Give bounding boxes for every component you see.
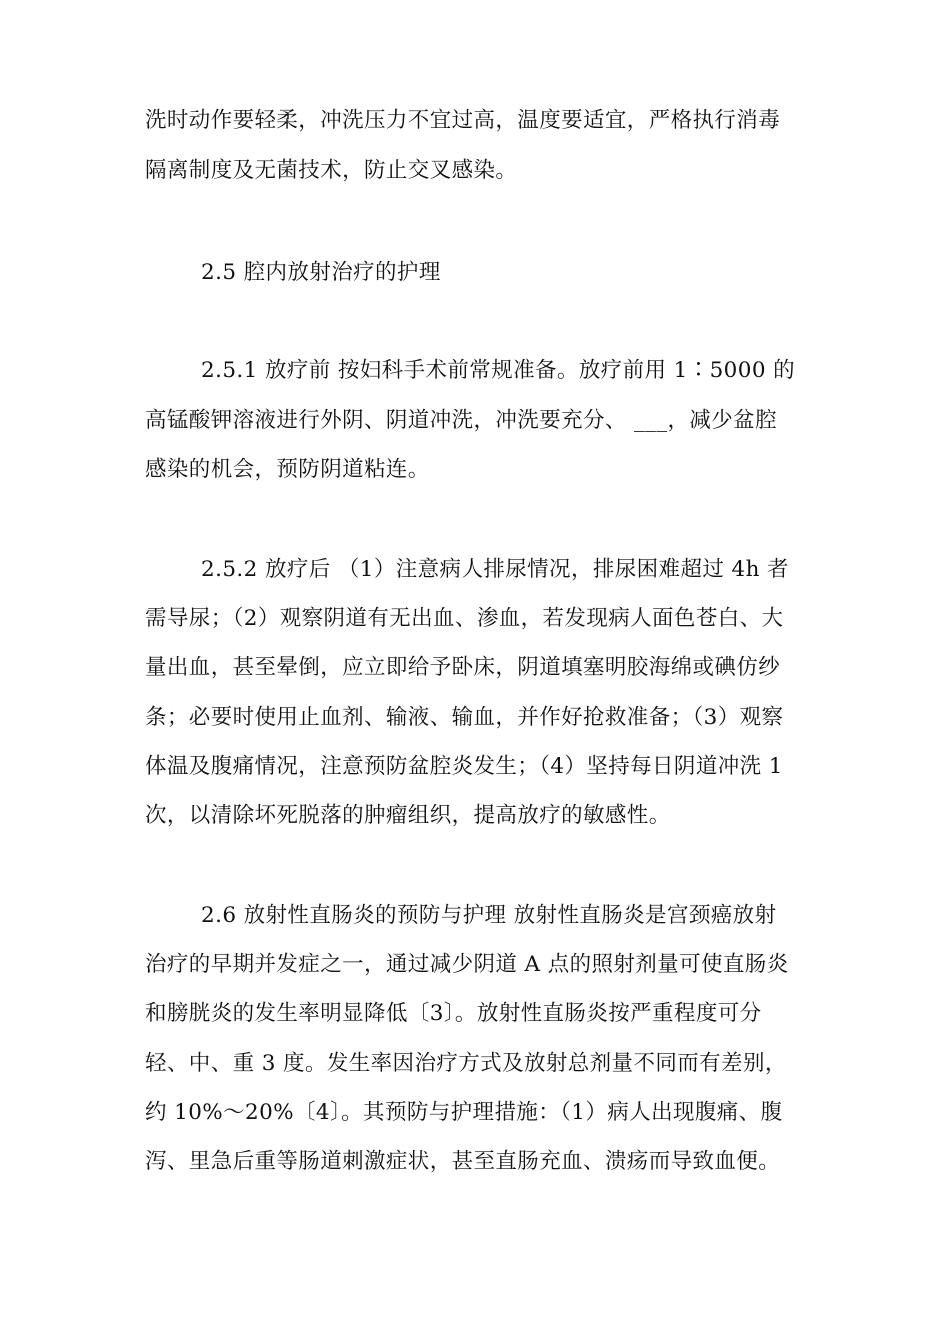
text-line: 2.5.1 放疗前 按妇科手术前常规准备。放疗前用 1∶5000 的 <box>201 358 796 383</box>
text-line: 高锰酸钾溶液进行外阴、阴道冲洗，冲洗要充分、 ___，减少盆腔 <box>145 408 777 433</box>
text-line: 感染的机会，预防阴道粘连。 <box>145 457 430 482</box>
text-line: 隔离制度及无菌技术，防止交叉感染。 <box>145 158 518 183</box>
text-line: 治疗的早期并发症之一，通过减少阴道 A 点的照射剂量可使直肠炎 <box>145 952 789 977</box>
text-line: 轻、中、重 3 度。发生率因治疗方式及放射总剂量不同而有差别， <box>145 1051 787 1076</box>
text-line: 需导尿；（2）观察阴道有无出血、渗血，若发现病人面色苍白、大 <box>145 606 784 631</box>
text-line: 和膀胱炎的发生率明显降低〔3〕。放射性直肠炎按严重程度可分 <box>145 1001 762 1026</box>
text-line: 洗时动作要轻柔，冲洗压力不宜过高，温度要适宜，严格执行消毒 <box>145 108 781 133</box>
text-line: 约 10%～20%〔4〕。其预防与护理措施：（1）病人出现腹痛、腹 <box>145 1100 783 1125</box>
text-line: 2.6 放射性直肠炎的预防与护理 放射性直肠炎是宫颈癌放射 <box>201 903 777 928</box>
section-heading: 2.5 腔内放射治疗的护理 <box>201 260 441 285</box>
text-line: 量出血，甚至晕倒，应立即给予卧床，阴道填塞明胶海绵或碘仿纱 <box>145 655 781 680</box>
text-line: 次，以清除坏死脱落的肿瘤组织，提高放疗的敏感性。 <box>145 803 671 828</box>
text-line: 体温及腹痛情况，注意预防盆腔炎发生；（4）坚持每日阴道冲洗 1 <box>145 754 783 779</box>
text-line: 2.5.2 放疗后 （1）注意病人排尿情况，排尿困难超过 4h 者 <box>201 557 789 582</box>
text-line: 泻、里急后重等肠道刺激症状，甚至直肠充血、溃疡而导致血便。 <box>145 1149 781 1174</box>
text-line: 条；必要时使用止血剂、输液、输血，并作好抢救准备；（3）观察 <box>145 705 784 730</box>
